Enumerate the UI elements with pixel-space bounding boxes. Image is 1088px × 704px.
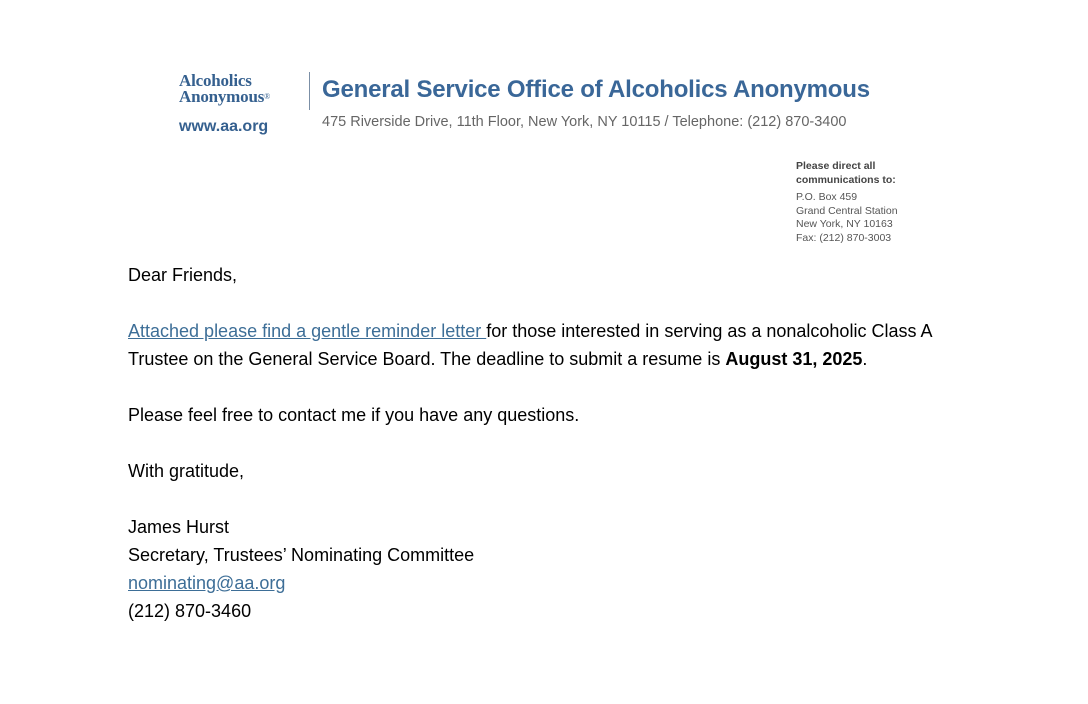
closing: With gratitude, xyxy=(128,461,245,481)
logo-line-2-text: Anonymous xyxy=(179,87,265,106)
email-link[interactable]: nominating@aa.org xyxy=(128,573,286,593)
logo-line-2 xyxy=(179,89,319,105)
aa-logo xyxy=(179,73,319,105)
logo-line-1: Alcoholics xyxy=(179,71,252,90)
paragraph-1-end: . xyxy=(862,349,868,369)
letterhead-divider xyxy=(309,72,310,110)
phone-number: (212) 870-3460 xyxy=(128,601,252,621)
po-box: P.O. Box 459 xyxy=(796,191,858,203)
attached-letter-link[interactable]: Attached please find a gentle reminder letter xyxy=(128,321,487,341)
paragraph-1 xyxy=(128,317,958,373)
signer-name: James Hurst xyxy=(128,517,230,537)
mailing-address-block xyxy=(796,160,898,245)
office-title: General Service Office of Alcoholics Anonymous xyxy=(322,76,870,103)
paragraph-2: Please feel free to contact me if you have any questions. xyxy=(128,405,580,425)
station: Grand Central Station xyxy=(796,204,898,217)
signer-title: Secretary, Trustees’ Nominating Committee xyxy=(128,545,475,565)
direct-heading-line-2: communications to: xyxy=(796,173,896,186)
direct-heading-line-1: Please direct all xyxy=(796,160,876,172)
letter-body xyxy=(128,261,958,625)
direct-heading xyxy=(796,160,898,187)
greeting: Dear Friends, xyxy=(128,265,238,285)
office-address: 475 Riverside Drive, 11th Floor, New York, NY 10115 / Telephone: (212) 870-3400 xyxy=(322,114,847,130)
city: New York, NY 10163 xyxy=(796,218,893,230)
registered-mark: ® xyxy=(264,92,271,101)
paragraph-1-text: for those interested in serving as a nonalcoholic Class A Trustee on the General Service Board. The deadline to submit a resume is xyxy=(128,321,932,369)
website-text: www.aa.org xyxy=(179,118,269,135)
fax: Fax: (212) 870-3003 xyxy=(796,231,892,244)
deadline-date: August 31, 2025 xyxy=(725,349,863,369)
